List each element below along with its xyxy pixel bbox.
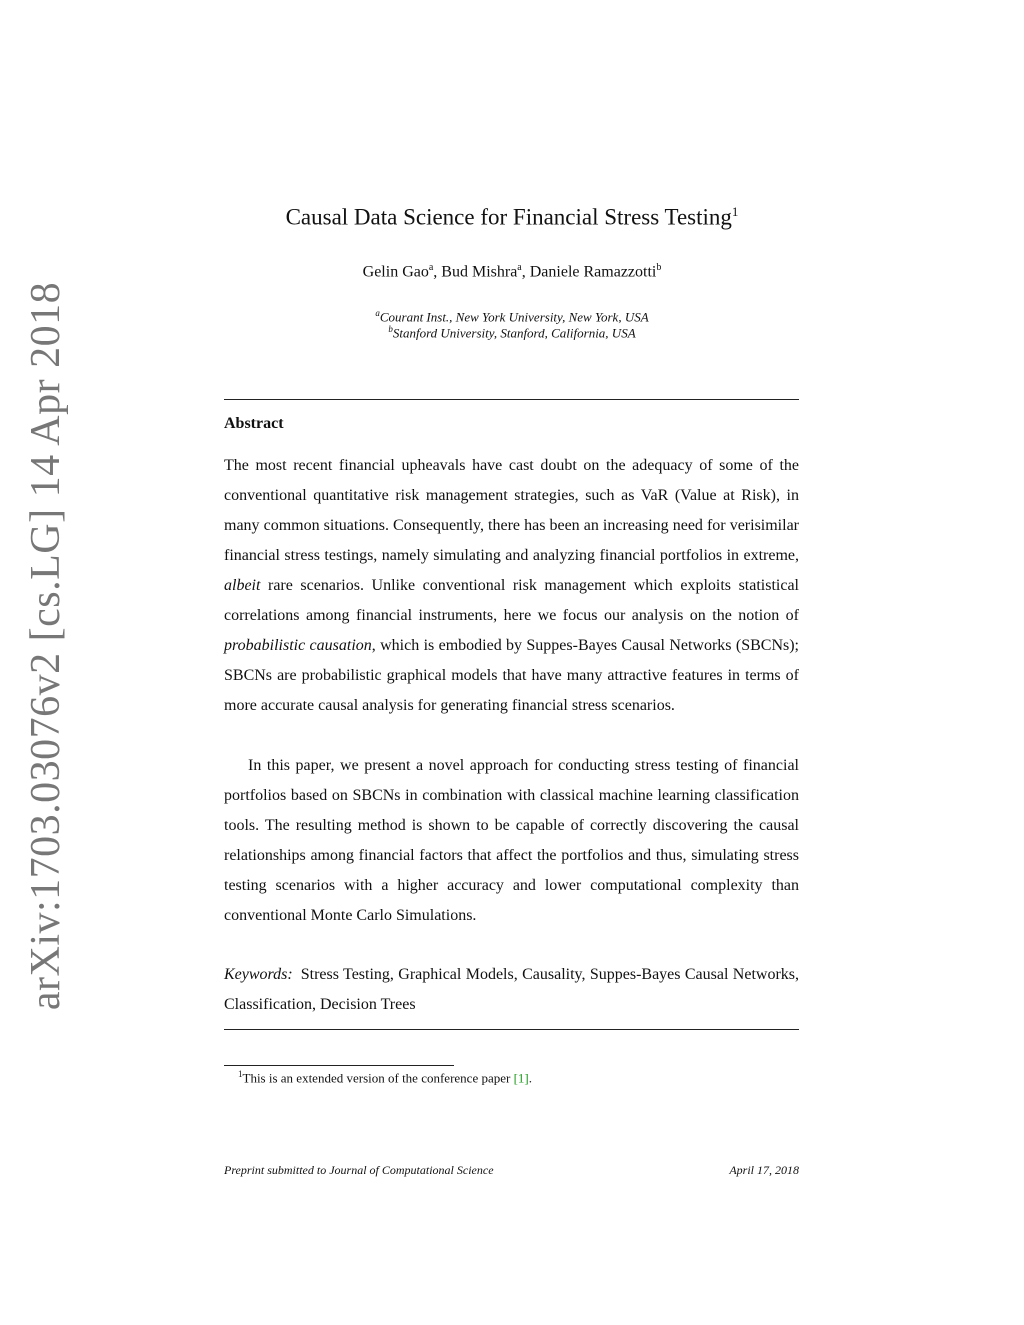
title-footnote-mark: 1 bbox=[731, 204, 739, 219]
affiliation-mark: b bbox=[388, 324, 393, 334]
paper-title-text: Causal Data Science for Financial Stress Testing bbox=[285, 204, 732, 230]
author-list: Gelin Gao$^a$, Bud Mishra$^a$, Daniele Ramazzotti$^b$ bbox=[362, 262, 662, 281]
author-name: Gelin Gao bbox=[362, 263, 429, 281]
footnote-rule bbox=[224, 1065, 454, 1066]
author-name: Bud Mishra bbox=[441, 263, 518, 281]
abstract-text: , which is embodied by Suppes-Bayes Causal Networks (SBCNs); SBCNs are probabilistic graphical models that have many attractive features in terms of more accurate causal analysis for generating financial stress scenarios. bbox=[224, 637, 800, 714]
citation-link[interactable]: [1] bbox=[513, 1070, 529, 1086]
footnote bbox=[238, 1069, 532, 1086]
abstract-bottom-rule bbox=[224, 1029, 799, 1030]
arxiv-stamp-text: arXiv:1703.03076v2 [cs.LG] 14 Apr 2018 bbox=[23, 281, 69, 1011]
footer-date: April 17, 2018 bbox=[729, 1163, 799, 1177]
affiliation bbox=[0, 308, 1024, 325]
author-affil-mark: a bbox=[428, 262, 434, 273]
author-name: Daniele Ramazzotti bbox=[529, 263, 657, 281]
paper-title bbox=[0, 204, 1024, 231]
footnote-mark: 1 bbox=[238, 1069, 243, 1079]
footnote-text: This is an extended version of the conference paper bbox=[242, 1070, 514, 1086]
abstract-top-rule bbox=[224, 399, 799, 400]
author-affil-mark: b bbox=[656, 262, 662, 273]
footnote-end: . bbox=[528, 1070, 533, 1086]
abstract-emphasis: probabilistic causation bbox=[224, 637, 372, 654]
keywords-text: Stress Testing, Graphical Models, Causality, Suppes-Bayes Causal Networks, Classification, Decision Trees bbox=[224, 966, 799, 1013]
footer-journal: Preprint submitted to Journal of Computational Science bbox=[224, 1163, 494, 1177]
abstract-paragraph-2: In this paper, we present a novel approach for conducting stress testing of financial portfolios based on SBCNs in combination with classical machine learning classification tools. The resulting method is shown to be capable of correctly discovering the causal relationships among financial factors that affect the portfolios and thus, simulating stress testing scenarios with a higher accuracy and lower computational complexity than conventional Monte Carlo Simulations. bbox=[224, 757, 799, 924]
affiliation-text: Courant Inst., New York University, New York, USA bbox=[379, 309, 649, 325]
abstract-emphasis: albeit bbox=[224, 577, 261, 594]
keywords-label: Keywords: bbox=[224, 966, 293, 983]
abstract-text: rare scenarios. Unlike conventional risk management which exploits statistical correlations among financial instruments, here we focus our analysis on the notion of bbox=[224, 577, 799, 624]
author-affil-mark: a bbox=[517, 262, 522, 273]
abstract-heading: Abstract bbox=[224, 415, 284, 432]
affiliation-mark: a bbox=[375, 308, 380, 318]
affiliation-text: Stanford University, Stanford, California, USA bbox=[392, 325, 636, 341]
affiliation bbox=[0, 324, 1024, 341]
keywords bbox=[224, 960, 799, 1020]
abstract-paragraph-1 bbox=[224, 451, 799, 721]
abstract-text: The most recent financial upheavals have cast doubt on the adequacy of some of the conventional quantitative risk management strategies, such as VaR (Value at Risk), in many common situations. Consequently, there has been an increasing need for verisimilar financial stress testings, namely simulating and analyzing financial portfolios in extreme, bbox=[224, 457, 799, 564]
